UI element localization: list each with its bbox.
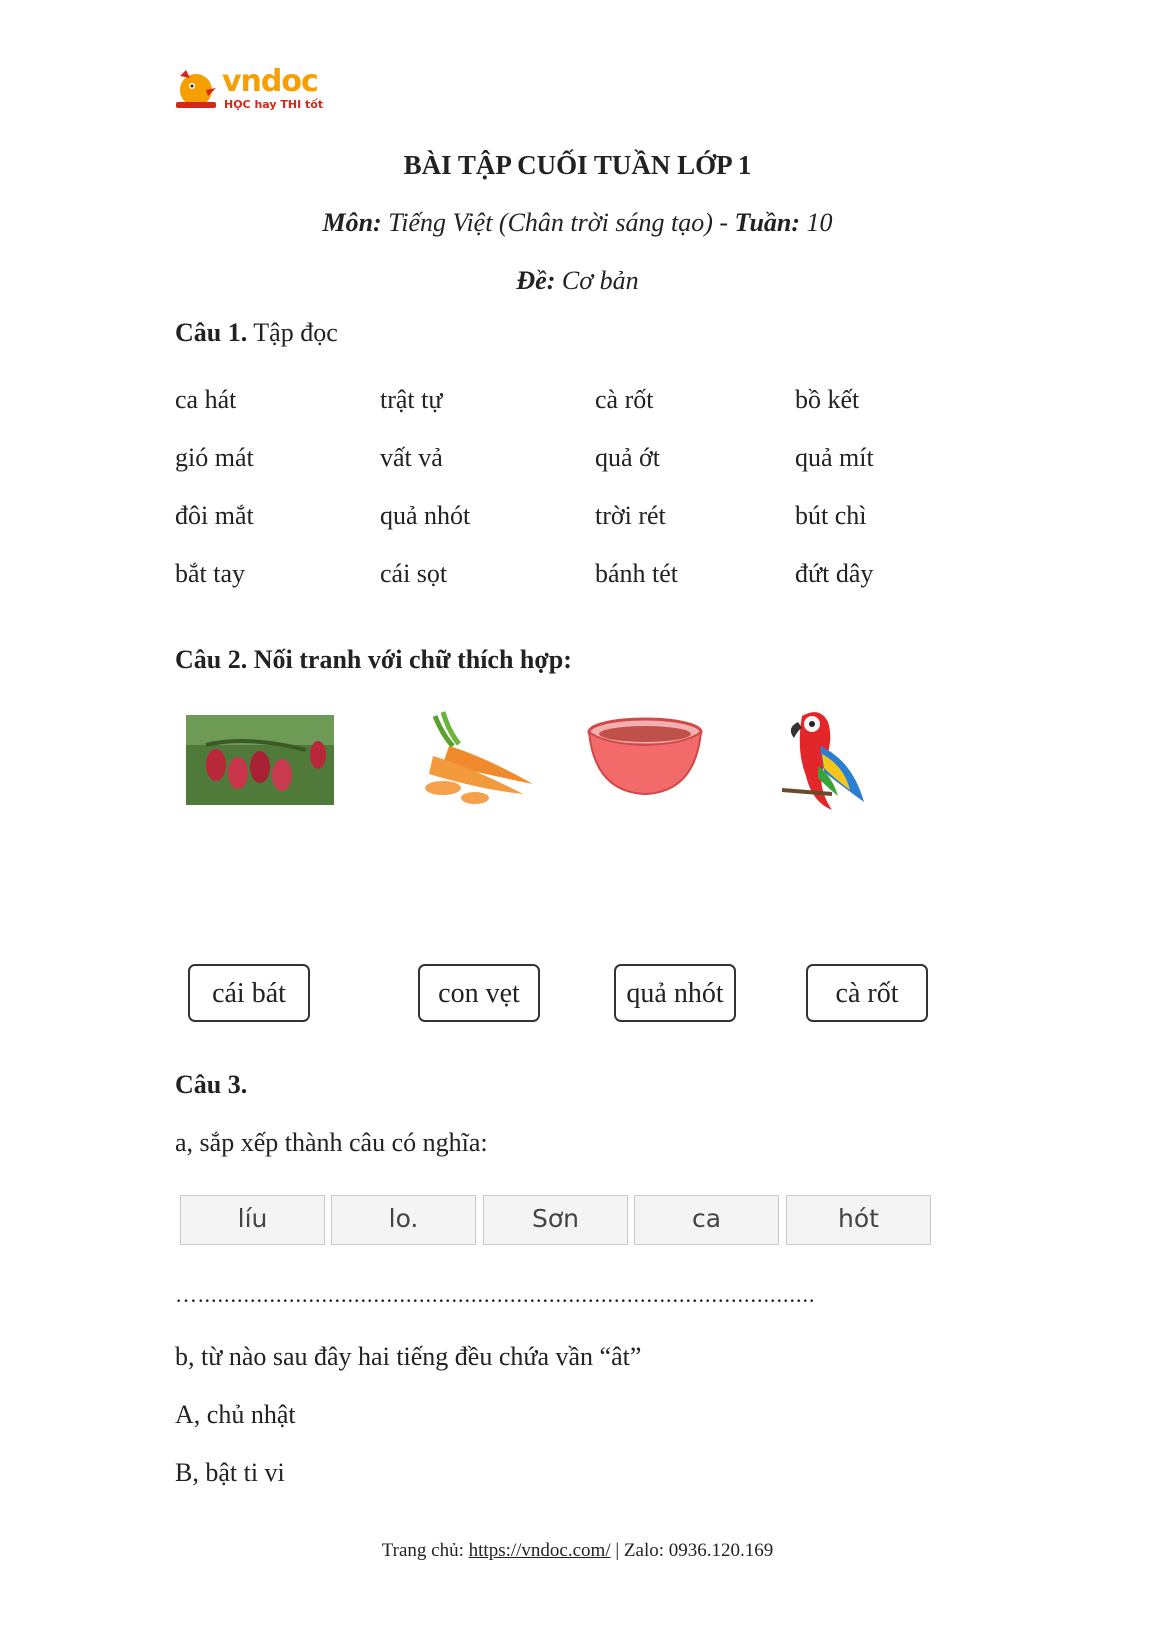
q3-a-text: a, sắp xếp thành câu có nghĩa: xyxy=(175,1128,488,1157)
q2-heading xyxy=(175,645,572,675)
word: gió mát xyxy=(175,443,254,472)
word-box: cà rốt xyxy=(806,964,928,1022)
carrot-icon xyxy=(413,706,541,806)
week-value: 10 xyxy=(806,208,833,237)
word-box: con vẹt xyxy=(418,964,540,1022)
word: bồ kết xyxy=(795,385,860,414)
fruit-photo-icon xyxy=(186,715,334,805)
subject-label: Môn: xyxy=(322,208,382,237)
word-tile: líu xyxy=(180,1195,325,1245)
level-line xyxy=(0,266,1155,296)
subject-line xyxy=(0,208,1155,238)
word-tile: lo. xyxy=(331,1195,476,1245)
word: vất vả xyxy=(380,443,443,472)
q3-b-text: b, từ nào sau đây hai tiếng đều chứa vần “ât” xyxy=(175,1342,642,1371)
parrot-icon xyxy=(772,706,868,816)
word: quả nhót xyxy=(380,501,471,530)
level-value: Cơ bản xyxy=(561,266,639,295)
word: cà rốt xyxy=(595,385,654,414)
word: quả mít xyxy=(795,443,874,472)
page-title: BÀI TẬP CUỐI TUẦN LỚP 1 xyxy=(403,150,752,180)
mascot-icon xyxy=(172,66,224,112)
q1-label: Câu 1. xyxy=(175,318,248,347)
week-label: Tuần: xyxy=(734,208,801,237)
footer-suffix: | Zalo: 0936.120.169 xyxy=(615,1540,774,1561)
q2-label: Câu 2. xyxy=(175,645,248,674)
q3-label: Câu 3. xyxy=(175,1070,248,1099)
word: quả ớt xyxy=(595,443,661,472)
word-tile: hót xyxy=(786,1195,931,1245)
word: trời rét xyxy=(595,501,666,530)
word-tile: ca xyxy=(634,1195,779,1245)
option-a: A, chủ nhật xyxy=(175,1400,296,1429)
word: đứt dây xyxy=(795,559,874,588)
word: đôi mắt xyxy=(175,501,254,530)
logo-slogan: HỌC hay THI tốt xyxy=(224,98,324,111)
option-b: B, bật ti vi xyxy=(175,1458,285,1487)
footer-prefix: Trang chủ: xyxy=(381,1540,464,1561)
footer-link[interactable]: https://vndoc.com/ xyxy=(468,1540,611,1561)
q2-text: Nối tranh với chữ thích hợp: xyxy=(253,645,572,674)
word-tile: Sơn xyxy=(483,1195,628,1245)
word-box: cái bát xyxy=(188,964,310,1022)
level-label: Đề: xyxy=(516,266,556,295)
word-box: quả nhót xyxy=(614,964,736,1022)
word: bắt tay xyxy=(175,559,246,588)
logo-brand: vndoc xyxy=(222,64,318,99)
answer-line: …............................................................................................... xyxy=(175,1282,816,1307)
word: cái sọt xyxy=(380,559,448,588)
footer xyxy=(0,1540,1155,1562)
subject-value: Tiếng Việt (Chân trời sáng tạo) - xyxy=(388,208,729,237)
word: ca hát xyxy=(175,385,237,414)
word: trật tự xyxy=(380,385,443,414)
word: bút chì xyxy=(795,501,867,530)
q1-heading xyxy=(175,318,338,348)
word: bánh tét xyxy=(595,559,679,588)
q1-text: Tập đọc xyxy=(253,318,338,347)
bowl-icon xyxy=(585,716,705,798)
